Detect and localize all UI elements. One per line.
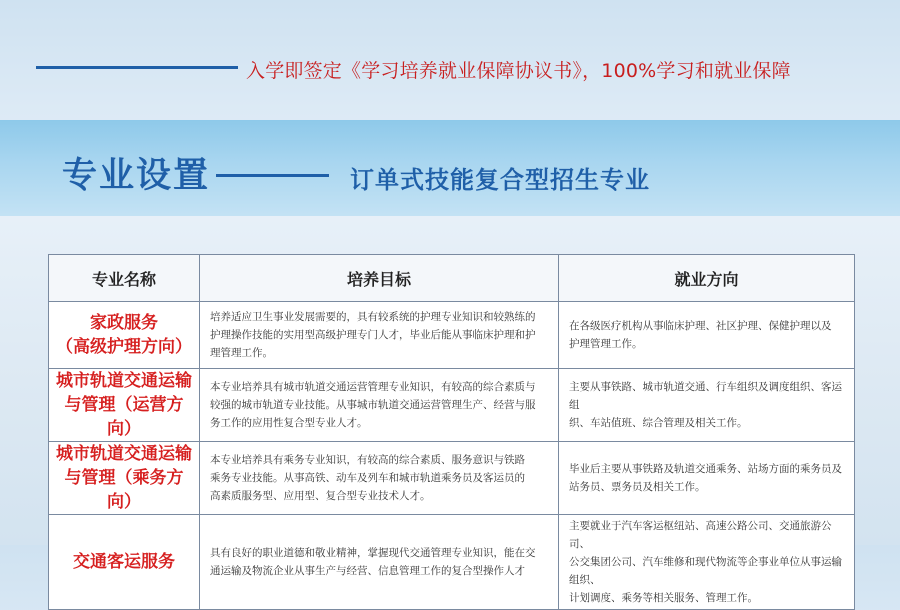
training-goal: 具有良好的职业道德和敬业精神，掌握现代交通管理专业知识，能在交 通运输及物流企业从事生产与经营、信息管理工作的复合型操作人才 bbox=[200, 515, 559, 610]
major-name: 交通客运服务 bbox=[49, 515, 200, 610]
training-goal: 培养适应卫生事业发展需要的，具有较系统的护理专业知识和较熟练的 护理操作技能的实用型高级护理专门人才，毕业后能从事临床护理和护 理管理工作。 bbox=[200, 302, 559, 369]
header-career-direction: 就业方向 bbox=[559, 255, 855, 302]
table-row bbox=[49, 442, 855, 515]
major-name: 城市轨道交通运输 与管理（运营方向） bbox=[49, 369, 200, 442]
slogan-rule bbox=[36, 66, 238, 69]
section-title: 专业设置 bbox=[62, 156, 211, 196]
career-direction: 在各级医疗机构从事临床护理、社区护理、保健护理以及 护理管理工作。 bbox=[559, 302, 855, 369]
table-row bbox=[49, 515, 855, 610]
training-goal: 本专业培养具有乘务专业知识，有较高的综合素质、服务意识与铁路 乘务专业技能。从事高铁、动车及列车和城市轨道乘务员及客运员的 高素质服务型、应用型、复合型专业技术人才。 bbox=[200, 442, 559, 515]
majors-table bbox=[48, 254, 855, 610]
table-row bbox=[49, 302, 855, 369]
section-subtitle: 订单式技能复合型招生专业 bbox=[350, 166, 650, 194]
career-direction: 主要从事铁路、城市轨道交通、行车组织及调度组织、客运组 织、车站值班、综合管理及相关工作。 bbox=[559, 369, 855, 442]
career-direction: 毕业后主要从事铁路及轨道交通乘务、站场方面的乘务员及 站务员、票务员及相关工作。 bbox=[559, 442, 855, 515]
table-header-row bbox=[49, 255, 855, 302]
title-dash bbox=[216, 174, 329, 177]
major-name: 家政服务 （高级护理方向） bbox=[49, 302, 200, 369]
header-major-name: 专业名称 bbox=[49, 255, 200, 302]
training-goal: 本专业培养具有城市轨道交通运营管理专业知识，有较高的综合素质与 较强的城市轨道专业技能。从事城市轨道交通运营管理生产、经营与服 务工作的应用性复合型专业人才。 bbox=[200, 369, 559, 442]
major-name: 城市轨道交通运输 与管理（乘务方向） bbox=[49, 442, 200, 515]
enrollment-slogan: 入学即签定《学习培养就业保障协议书》，100%学习和就业保障 bbox=[246, 60, 791, 82]
career-direction: 主要就业于汽车客运枢纽站、高速公路公司、交通旅游公司、 公交集团公司、汽车维修和现代物流等企事业单位从事运输组织、 计划调度、乘务等相关服务、管理工作。 bbox=[559, 515, 855, 610]
table-row bbox=[49, 369, 855, 442]
header-training-goal: 培养目标 bbox=[200, 255, 559, 302]
